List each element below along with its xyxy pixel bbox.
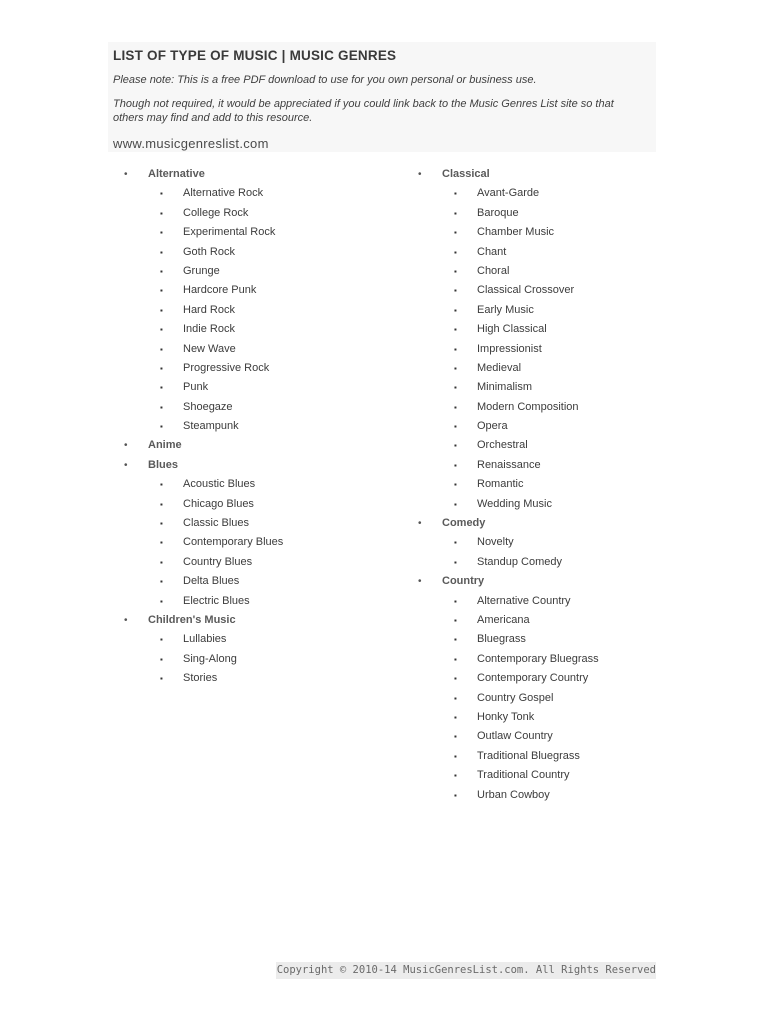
subgenre-label: Chicago Blues [183, 497, 254, 510]
subgenre-item [124, 592, 424, 611]
square-bullet-icon: ▪ [454, 635, 457, 645]
subgenre-label: Orchestral [477, 439, 528, 452]
genre-heading [124, 436, 424, 455]
square-bullet-icon: ▪ [454, 208, 457, 218]
subgenre-item [418, 592, 718, 611]
subgenre-label: Delta Blues [183, 575, 240, 588]
subgenre-label: Modern Composition [477, 400, 579, 413]
genre-heading [124, 165, 424, 184]
square-bullet-icon: ▪ [160, 499, 163, 509]
subgenre-label: Grunge [183, 264, 220, 277]
square-bullet-icon: ▪ [160, 519, 163, 529]
genre-column-left [124, 165, 424, 689]
subgenre-item [124, 281, 424, 300]
subgenre-item [124, 359, 424, 378]
subgenre-label: Country Blues [183, 555, 253, 568]
square-bullet-icon: ▪ [160, 635, 163, 645]
genre-heading [124, 456, 424, 475]
subgenre-label: Traditional Country [477, 769, 570, 782]
subgenre-item [418, 650, 718, 669]
subgenre-item [124, 572, 424, 591]
subgenre-label: Classical Crossover [477, 284, 575, 297]
square-bullet-icon: ▪ [454, 674, 457, 684]
bullet-icon: • [418, 576, 422, 588]
bullet-icon: • [124, 169, 128, 180]
square-bullet-icon: ▪ [454, 538, 457, 548]
subgenre-label: Progressive Rock [183, 361, 270, 374]
square-bullet-icon: ▪ [454, 480, 457, 490]
genre-label: Children's Music [148, 613, 236, 626]
subgenre-item [124, 630, 424, 649]
square-bullet-icon: ▪ [454, 228, 457, 238]
subgenre-item [418, 553, 718, 572]
genre-label: Comedy [442, 517, 486, 530]
genre-heading [418, 572, 718, 591]
square-bullet-icon: ▪ [454, 557, 457, 567]
subgenre-label: High Classical [477, 323, 547, 336]
square-bullet-icon: ▪ [454, 363, 457, 373]
square-bullet-icon: ▪ [454, 596, 457, 606]
subgenre-item [124, 340, 424, 359]
subgenre-label: Wedding Music [477, 497, 552, 510]
square-bullet-icon: ▪ [454, 615, 457, 625]
subgenre-label: Stories [183, 672, 218, 685]
subgenre-item [124, 378, 424, 397]
subgenre-label: Lullabies [183, 633, 227, 646]
square-bullet-icon: ▪ [160, 325, 163, 335]
square-bullet-icon: ▪ [160, 305, 163, 315]
subgenre-item [418, 786, 718, 805]
square-bullet-icon: ▪ [160, 208, 163, 218]
square-bullet-icon: ▪ [160, 247, 163, 257]
square-bullet-icon: ▪ [454, 499, 457, 509]
bullet-icon: • [124, 459, 128, 471]
genre-blues [124, 456, 424, 611]
subgenre-item [124, 514, 424, 533]
bullet-icon: • [418, 169, 422, 180]
subgenre-label: Outlaw Country [477, 730, 553, 743]
subgenre-label: Experimental Rock [183, 226, 276, 239]
genre-alternative [124, 165, 424, 436]
square-bullet-icon: ▪ [454, 383, 457, 393]
subgenre-item [418, 281, 718, 300]
subgenre-label: Bluegrass [477, 633, 526, 646]
subgenre-label: Alternative Country [477, 594, 571, 607]
subgenre-item [124, 301, 424, 320]
square-bullet-icon: ▪ [454, 189, 457, 199]
square-bullet-icon: ▪ [454, 402, 457, 412]
square-bullet-icon: ▪ [160, 383, 163, 393]
subgenre-item [418, 262, 718, 281]
subgenre-label: Chamber Music [477, 226, 555, 239]
subgenre-label: Country Gospel [477, 691, 554, 704]
square-bullet-icon: ▪ [160, 228, 163, 238]
genre-heading [418, 514, 718, 533]
square-bullet-icon: ▪ [160, 674, 163, 684]
genre-label: Classical [442, 168, 490, 180]
subgenre-item [124, 475, 424, 494]
subgenre-item [124, 223, 424, 242]
subgenre-item [418, 359, 718, 378]
subgenre-label: Contemporary Blues [183, 536, 284, 549]
usage-note: Please note: This is a free PDF download to use for you own personal or business use. [113, 74, 537, 86]
subgenre-item [124, 262, 424, 281]
square-bullet-icon: ▪ [454, 441, 457, 451]
genre-children-s-music [124, 611, 424, 689]
genre-label: Alternative [148, 168, 205, 180]
subgenre-item [124, 320, 424, 339]
subgenre-item [418, 456, 718, 475]
subgenre-item [418, 727, 718, 746]
square-bullet-icon: ▪ [160, 654, 163, 664]
subgenre-label: Sing-Along [183, 652, 237, 665]
subgenre-item [418, 669, 718, 688]
subgenre-label: Shoegaze [183, 400, 233, 413]
subgenre-item [418, 378, 718, 397]
subgenre-item [124, 398, 424, 417]
genre-country [418, 572, 718, 805]
square-bullet-icon: ▪ [160, 266, 163, 276]
genre-label: Country [442, 575, 485, 588]
subgenre-item [124, 243, 424, 262]
square-bullet-icon: ▪ [160, 189, 163, 199]
subgenre-item [418, 223, 718, 242]
subgenre-item [418, 398, 718, 417]
square-bullet-icon: ▪ [454, 790, 457, 800]
subgenre-label: Hard Rock [183, 303, 235, 316]
bullet-icon: • [124, 440, 128, 452]
subgenre-item [418, 340, 718, 359]
subgenre-label: New Wave [183, 342, 236, 355]
subgenre-label: Contemporary Country [477, 672, 589, 685]
link-back-note: Though not required, it would be appreciated if you could link back to the Music Genres List site so that others may find and add to this resource. [113, 98, 614, 124]
square-bullet-icon: ▪ [454, 266, 457, 276]
genre-label: Anime [148, 439, 182, 452]
square-bullet-icon: ▪ [160, 577, 163, 587]
subgenre-label: Medieval [477, 361, 522, 374]
subgenre-label: Steampunk [183, 420, 239, 433]
subgenre-item [418, 533, 718, 552]
subgenre-item [418, 436, 718, 455]
subgenre-item [418, 204, 718, 223]
subgenre-item [124, 204, 424, 223]
subgenre-label: Choral [477, 264, 510, 277]
subgenre-item [124, 669, 424, 688]
square-bullet-icon: ▪ [160, 596, 163, 606]
subgenre-item [418, 320, 718, 339]
bullet-icon: • [418, 518, 422, 530]
genre-label: Blues [148, 458, 178, 471]
square-bullet-icon: ▪ [160, 557, 163, 567]
square-bullet-icon: ▪ [454, 712, 457, 722]
square-bullet-icon: ▪ [160, 538, 163, 548]
square-bullet-icon: ▪ [454, 732, 457, 742]
site-url-link[interactable]: www.musicgenreslist.com [113, 136, 269, 151]
subgenre-label: Honky Tonk [477, 710, 535, 723]
subgenre-item [418, 766, 718, 785]
bullet-icon: • [124, 614, 128, 626]
subgenre-label: Acoustic Blues [183, 478, 256, 491]
square-bullet-icon: ▪ [160, 402, 163, 412]
square-bullet-icon: ▪ [454, 305, 457, 315]
subgenre-label: Baroque [477, 206, 519, 219]
square-bullet-icon: ▪ [454, 771, 457, 781]
square-bullet-icon: ▪ [454, 422, 457, 432]
genre-comedy [418, 514, 718, 572]
genre-anime [124, 436, 424, 455]
subgenre-label: Goth Rock [183, 245, 235, 258]
square-bullet-icon: ▪ [454, 654, 457, 664]
subgenre-item [124, 650, 424, 669]
subgenre-label: Indie Rock [183, 323, 235, 336]
subgenre-label: Impressionist [477, 342, 542, 355]
genre-column-right [418, 165, 718, 805]
square-bullet-icon: ▪ [454, 286, 457, 296]
subgenre-label: Renaissance [477, 458, 541, 471]
genre-heading [418, 165, 718, 184]
copyright-footer: Copyright © 2010-14 MusicGenresList.com. All Rights Reserved [276, 962, 656, 979]
subgenre-item [418, 184, 718, 203]
square-bullet-icon: ▪ [454, 325, 457, 335]
square-bullet-icon: ▪ [454, 693, 457, 703]
square-bullet-icon: ▪ [160, 286, 163, 296]
genre-heading [124, 611, 424, 630]
page-title: LIST OF TYPE OF MUSIC | MUSIC GENRES [113, 48, 397, 63]
square-bullet-icon: ▪ [454, 751, 457, 761]
subgenre-item [124, 553, 424, 572]
subgenre-label: Classic Blues [183, 517, 250, 530]
subgenre-label: Electric Blues [183, 594, 250, 607]
subgenre-item [124, 417, 424, 436]
subgenre-label: Early Music [477, 303, 534, 316]
subgenre-item [418, 708, 718, 727]
subgenre-item [124, 533, 424, 552]
square-bullet-icon: ▪ [454, 344, 457, 354]
subgenre-item [124, 495, 424, 514]
subgenre-item [418, 689, 718, 708]
square-bullet-icon: ▪ [454, 460, 457, 470]
subgenre-label: Urban Cowboy [477, 788, 550, 801]
subgenre-label: Chant [477, 245, 507, 258]
subgenre-label: College Rock [183, 206, 249, 219]
square-bullet-icon: ▪ [160, 363, 163, 373]
subgenre-label: Novelty [477, 536, 514, 549]
subgenre-label: Minimalism [477, 381, 532, 394]
square-bullet-icon: ▪ [160, 422, 163, 432]
subgenre-item [418, 243, 718, 262]
subgenre-item [418, 747, 718, 766]
subgenre-label: Hardcore Punk [183, 284, 257, 297]
subgenre-item [418, 630, 718, 649]
subgenre-item [418, 475, 718, 494]
subgenre-label: Americana [477, 613, 530, 626]
subgenre-label: Standup Comedy [477, 555, 562, 568]
subgenre-label: Punk [183, 381, 209, 394]
subgenre-label: Contemporary Bluegrass [477, 652, 599, 665]
square-bullet-icon: ▪ [160, 480, 163, 490]
subgenre-label: Avant-Garde [477, 187, 540, 200]
subgenre-item [418, 611, 718, 630]
subgenre-item [124, 184, 424, 203]
subgenre-item [418, 301, 718, 320]
subgenre-label: Traditional Bluegrass [477, 749, 580, 762]
subgenre-label: Romantic [477, 478, 524, 491]
square-bullet-icon: ▪ [160, 344, 163, 354]
subgenre-label: Opera [477, 420, 508, 433]
subgenre-item [418, 417, 718, 436]
square-bullet-icon: ▪ [454, 247, 457, 257]
genre-classical [418, 165, 718, 514]
subgenre-item [418, 495, 718, 514]
subgenre-label: Alternative Rock [183, 187, 264, 200]
